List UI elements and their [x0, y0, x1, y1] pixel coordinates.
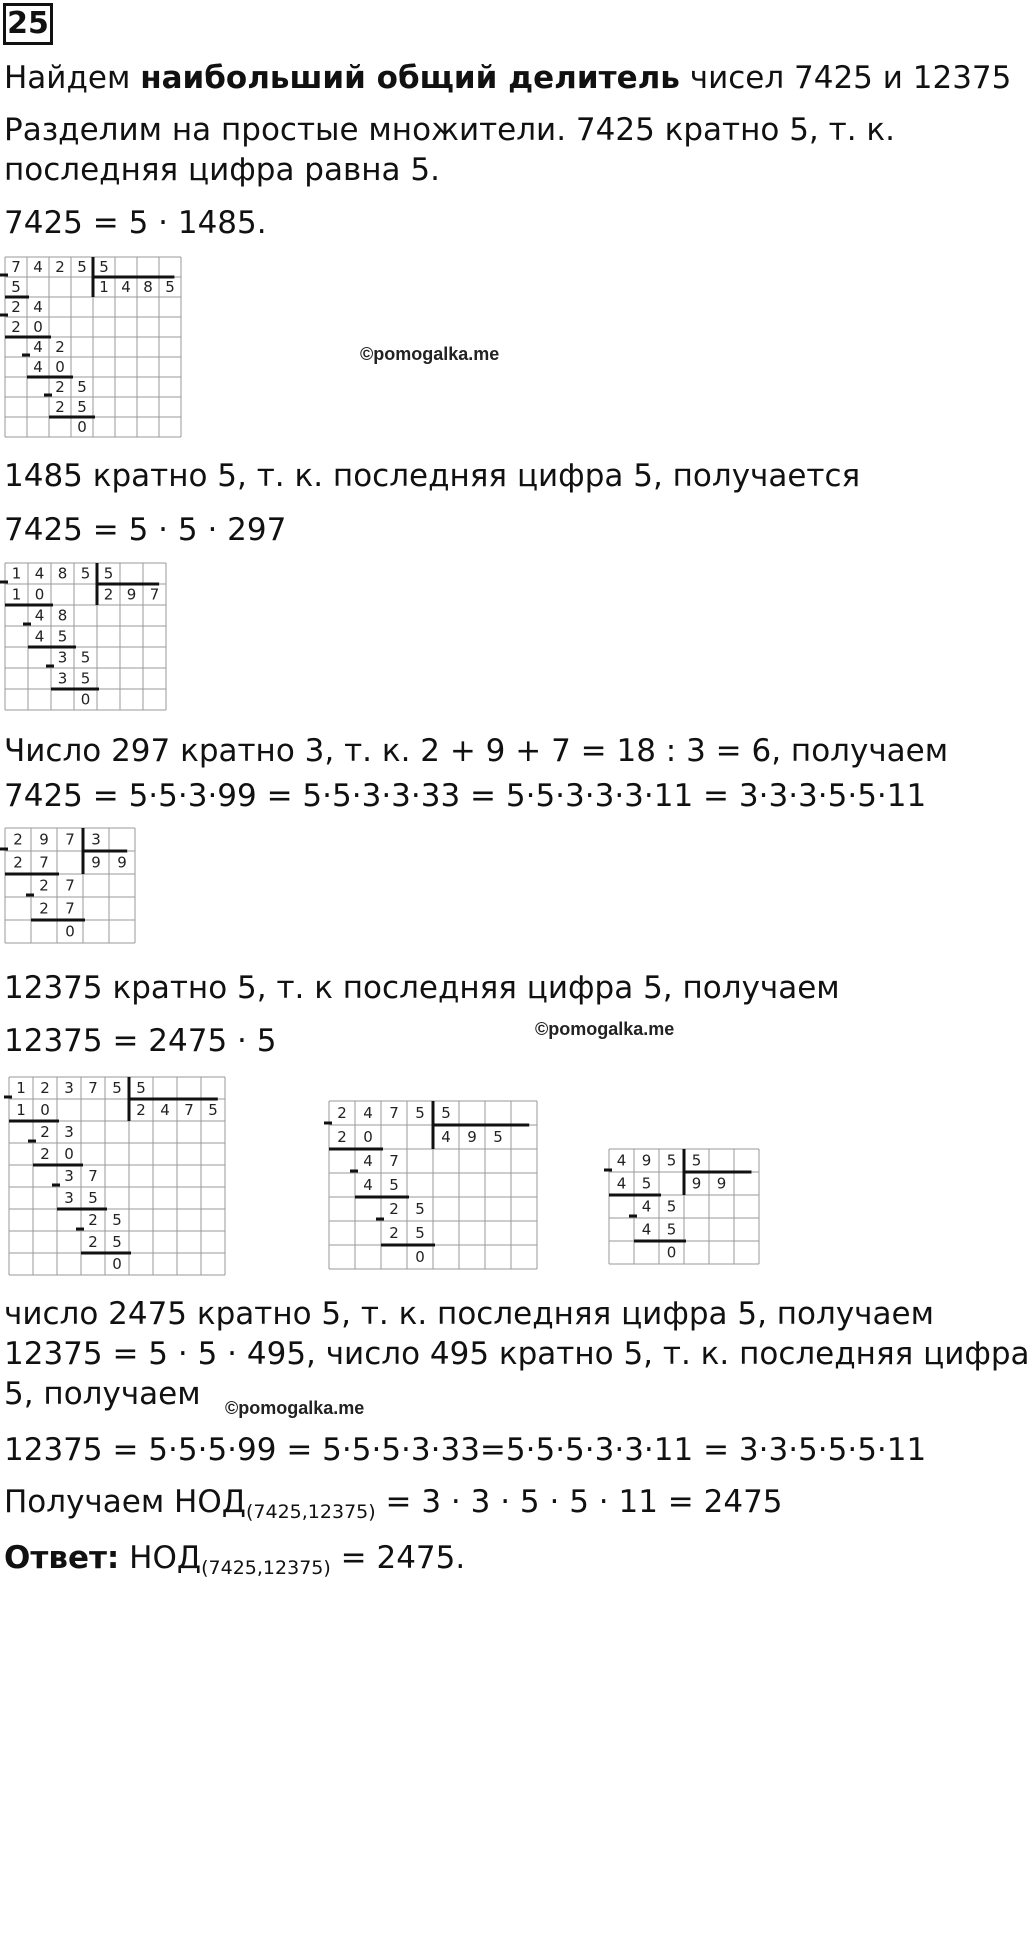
intro-line [4, 60, 1011, 96]
grid-digit: 2 [337, 1128, 347, 1146]
grid-digit: 5 [165, 278, 175, 296]
grid-digit: 9 [716, 1174, 727, 1193]
grid-digit: 2 [40, 1123, 50, 1141]
grid-digit: 2 [88, 1211, 98, 1229]
division-grid-svg [608, 1148, 760, 1265]
line-13-post: = 3 · 3 · 5 · 5 · 11 = 2475 [375, 1484, 783, 1520]
grid-digit: 2 [55, 398, 65, 416]
grid-digit: 5 [77, 378, 87, 396]
grid-digit: 3 [64, 1079, 74, 1097]
grid-digit: 5 [666, 1220, 677, 1239]
line-7: 7425 = 5·5·3·99 = 5·5·3·3·33 = 5·5·3·3·3·11 = 3·3·3·5·5·11 [4, 778, 927, 814]
answer-post: = 2475. [330, 1540, 466, 1576]
division-grid-1 [4, 256, 182, 442]
grid-digit: 5 [389, 1176, 399, 1194]
grid-digit: 5 [208, 1101, 218, 1119]
line-12: 12375 = 5·5·5·99 = 5·5·5·3·33=5·5·5·3·3·11 = 3·3·5·5·5·11 [4, 1432, 927, 1468]
grid-digit: 8 [57, 564, 68, 583]
grid-digit: 5 [80, 564, 91, 583]
grid-digit: 1 [16, 1101, 26, 1119]
task-number: 25 [3, 3, 53, 45]
grid-digit: 5 [77, 258, 87, 276]
grid-digit: 3 [57, 669, 68, 688]
division-grid-2 [4, 562, 167, 715]
grid-digit: 4 [33, 258, 43, 276]
line-8: 12375 кратно 5, т. к последняя цифра 5, получаем [4, 970, 840, 1006]
line-10: число 2475 кратно 5, т. к. последняя цифра 5, получаем [4, 1296, 934, 1332]
grid-digit: 7 [65, 830, 75, 849]
grid-digit: 7 [11, 258, 21, 276]
grid-digit: 2 [55, 258, 65, 276]
grid-digit: 4 [34, 627, 45, 646]
grid-digit: 9 [691, 1174, 702, 1193]
grid-digit: 2 [337, 1104, 347, 1122]
grid-digit: 0 [363, 1128, 373, 1146]
line-2a: Разделим на простые множители. 7425 кратно 5, т. к. [4, 112, 895, 148]
watermark-3: ©pomogalka.me [225, 1398, 365, 1418]
division-grid-svg [8, 1076, 226, 1276]
grid-digit: 1 [16, 1079, 26, 1097]
grid-digit: 4 [363, 1152, 373, 1170]
grid-digit: 0 [65, 922, 75, 941]
grid-digit: 0 [55, 358, 65, 376]
line-13 [4, 1484, 783, 1523]
grid-digit: 4 [641, 1197, 652, 1216]
grid-digit: 7 [88, 1167, 98, 1185]
grid-digit: 4 [363, 1104, 373, 1122]
grid-digit: 7 [65, 876, 75, 895]
answer-sub: (7425,12375) [201, 1557, 331, 1579]
grid-digit: 4 [616, 1151, 627, 1170]
grid-digit: 0 [33, 318, 43, 336]
grid-digit: 2 [39, 899, 49, 918]
division-grid-4 [8, 1076, 226, 1280]
grid-digit: 9 [91, 853, 101, 872]
grid-digit: 0 [64, 1145, 74, 1163]
line-9: 12375 = 2475 · 5 [4, 1023, 277, 1059]
grid-digit: 1 [11, 564, 22, 583]
grid-digit: 5 [441, 1104, 451, 1122]
grid-digit: 5 [415, 1104, 425, 1122]
grid-digit: 9 [126, 585, 137, 604]
grid-digit: 7 [389, 1152, 399, 1170]
grid-digit: 2 [55, 338, 65, 356]
grid-digit: 4 [616, 1174, 627, 1193]
grid-digit: 7 [389, 1104, 399, 1122]
grid-digit: 9 [467, 1128, 477, 1146]
grid-digit: 9 [117, 853, 127, 872]
grid-digit: 0 [40, 1101, 50, 1119]
grid-digit: 2 [11, 318, 21, 336]
grid-digit: 5 [57, 627, 68, 646]
intro-pre: Найдем [4, 60, 141, 96]
grid-digit: 2 [39, 876, 49, 895]
division-grid-svg [4, 562, 167, 711]
division-grid-svg [4, 256, 182, 438]
grid-digit: 3 [64, 1167, 74, 1185]
grid-digit: 2 [13, 853, 23, 872]
grid-digit: 4 [33, 338, 43, 356]
answer-pre: НОД [119, 1540, 202, 1576]
grid-digit: 4 [33, 358, 43, 376]
grid-digit: 0 [34, 585, 45, 604]
grid-digit: 2 [11, 298, 21, 316]
grid-digit: 5 [99, 258, 109, 276]
grid-digit: 4 [441, 1128, 451, 1146]
answer-line [4, 1540, 465, 1579]
grid-digit: 4 [34, 564, 45, 583]
division-grid-svg [4, 827, 136, 944]
grid-digit: 3 [91, 830, 101, 849]
division-grid-6 [608, 1148, 760, 1269]
line-11b: 5, получаем [4, 1376, 201, 1412]
grid-digit: 5 [80, 669, 91, 688]
grid-digit: 2 [103, 585, 114, 604]
grid-digit: 5 [641, 1174, 652, 1193]
division-grid-3 [4, 827, 136, 948]
watermark-2: ©pomogalka.me [535, 1019, 675, 1039]
grid-digit: 2 [13, 830, 23, 849]
grid-digit: 5 [112, 1079, 122, 1097]
watermark-1: ©pomogalka.me [360, 344, 500, 364]
line-4: 1485 кратно 5, т. к. последняя цифра 5, получается [4, 458, 861, 494]
grid-digit: 5 [415, 1200, 425, 1218]
grid-digit: 4 [33, 298, 43, 316]
grid-digit: 7 [184, 1101, 194, 1119]
line-13-sub: (7425,12375) [246, 1501, 376, 1523]
grid-digit: 7 [39, 853, 49, 872]
intro-bold: наибольший общий делитель [140, 60, 680, 96]
line-2b: последняя цифра равна 5. [4, 152, 440, 188]
grid-digit: 0 [415, 1248, 425, 1266]
grid-digit: 2 [40, 1145, 50, 1163]
line-6: Число 297 кратно 3, т. к. 2 + 9 + 7 = 18 : 3 = 6, получаем [4, 733, 949, 769]
grid-digit: 4 [121, 278, 131, 296]
line-13-pre: Получаем НОД [4, 1484, 246, 1520]
grid-digit: 5 [112, 1233, 122, 1251]
grid-digit: 4 [363, 1176, 373, 1194]
grid-digit: 9 [641, 1151, 652, 1170]
grid-digit: 5 [415, 1224, 425, 1242]
answer-label: Ответ: [4, 1540, 120, 1576]
grid-digit: 5 [691, 1151, 702, 1170]
grid-digit: 1 [99, 278, 109, 296]
division-grid-5 [328, 1100, 538, 1274]
grid-digit: 5 [666, 1151, 677, 1170]
grid-digit: 2 [389, 1200, 399, 1218]
grid-digit: 3 [64, 1123, 74, 1141]
division-grid-svg [328, 1100, 538, 1270]
grid-digit: 5 [112, 1211, 122, 1229]
grid-digit: 2 [389, 1224, 399, 1242]
grid-digit: 5 [11, 278, 21, 296]
grid-digit: 2 [88, 1233, 98, 1251]
grid-digit: 8 [143, 278, 153, 296]
grid-digit: 5 [493, 1128, 503, 1146]
grid-digit: 5 [136, 1079, 146, 1097]
grid-digit: 7 [88, 1079, 98, 1097]
grid-digit: 0 [112, 1255, 122, 1273]
grid-digit: 5 [666, 1197, 677, 1216]
grid-digit: 4 [641, 1220, 652, 1239]
grid-digit: 1 [11, 585, 22, 604]
grid-digit: 8 [57, 606, 68, 625]
grid-digit: 9 [39, 830, 49, 849]
line-11a: 12375 = 5 · 5 · 495, число 495 кратно 5, т. к. последняя цифра [4, 1336, 1030, 1372]
grid-digit: 7 [149, 585, 160, 604]
grid-digit: 4 [160, 1101, 170, 1119]
line-5: 7425 = 5 · 5 · 297 [4, 512, 287, 548]
grid-digit: 4 [34, 606, 45, 625]
intro-post: чисел 7425 и 12375 [679, 60, 1012, 96]
grid-digit: 0 [666, 1243, 677, 1262]
grid-digit: 2 [55, 378, 65, 396]
grid-digit: 3 [64, 1189, 74, 1207]
grid-digit: 5 [77, 398, 87, 416]
grid-digit: 0 [77, 418, 87, 436]
grid-digit: 5 [103, 564, 114, 583]
grid-digit: 5 [88, 1189, 98, 1207]
grid-digit: 5 [80, 648, 91, 667]
grid-digit: 3 [57, 648, 68, 667]
grid-digit: 0 [80, 690, 91, 709]
line-3: 7425 = 5 · 1485. [4, 205, 267, 241]
grid-digit: 2 [40, 1079, 50, 1097]
grid-digit: 7 [65, 899, 75, 918]
grid-digit: 2 [136, 1101, 146, 1119]
